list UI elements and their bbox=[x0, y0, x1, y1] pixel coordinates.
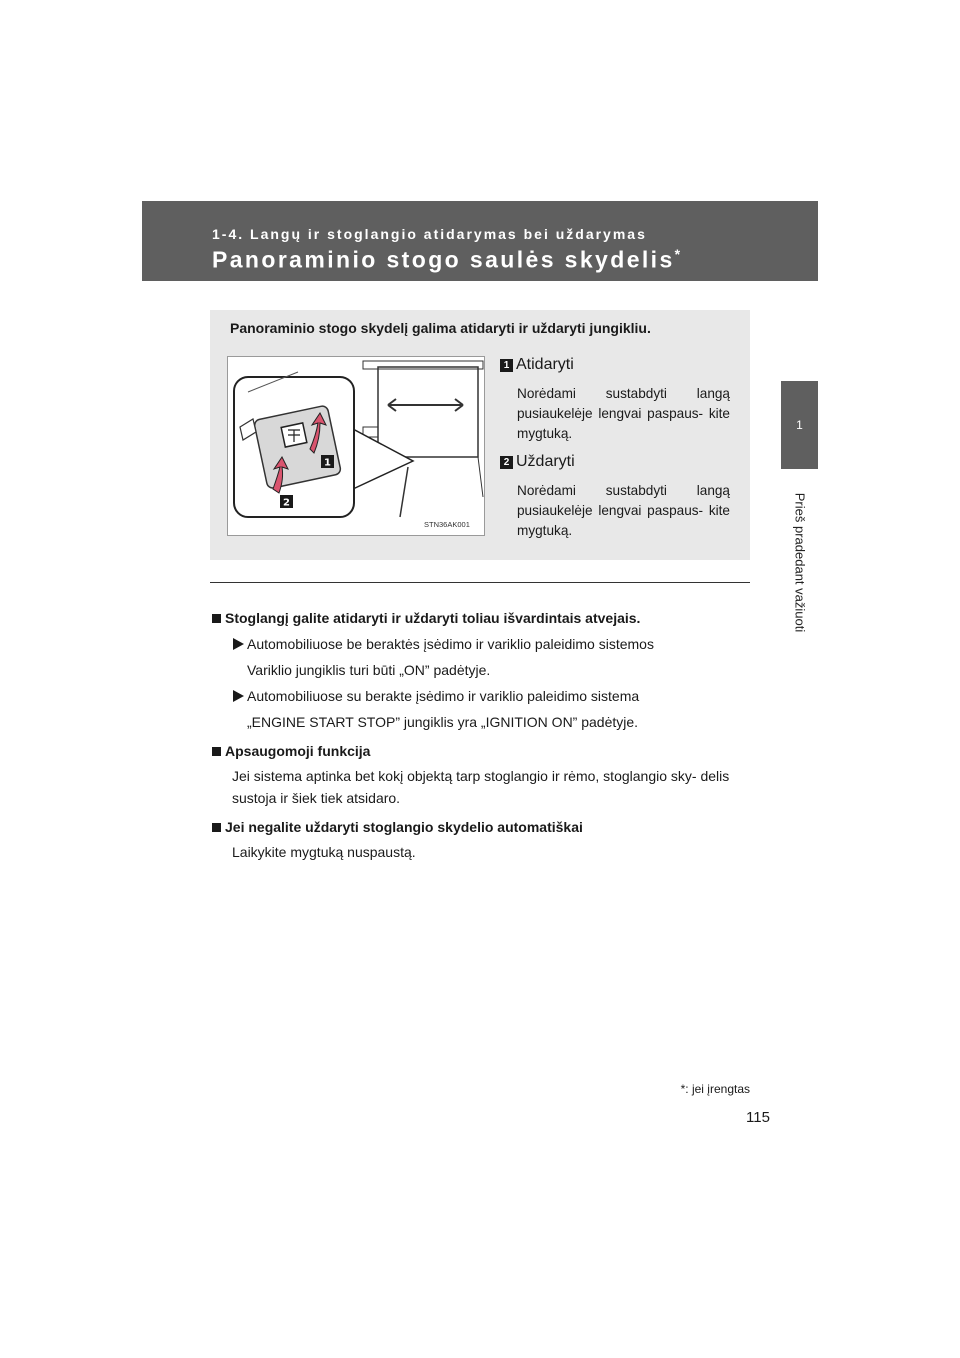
switch-illustration bbox=[227, 356, 485, 536]
info-box bbox=[210, 310, 750, 560]
bullet-text: „ENGINE START STOP” jungiklis yra „IGNITION ON” padėtyje. bbox=[247, 714, 639, 730]
heading-manual-close: Jei negalite uždaryti stoglangio skydelio automatiškai bbox=[212, 816, 752, 838]
body-content bbox=[212, 600, 752, 863]
protection-text: Jei sistema aptinka bet kokį objektą tarp stoglangio ir rėmo, stoglangio sky- delis sustoja ir šiek tiek atsidaro. bbox=[232, 768, 730, 806]
asterisk-icon: * bbox=[680, 1082, 686, 1096]
intro-text: Panoraminio stogo skydelį galima atidaryti ir uždaryti jungikliu. bbox=[230, 320, 651, 336]
divider bbox=[210, 582, 750, 583]
heading-conditions: Stoglangį galite atidaryti ir uždaryti toliau išvardintais atvejais. bbox=[212, 607, 752, 629]
manual-close-text: Laikykite mygtuką nuspaustą. bbox=[232, 844, 416, 860]
step-number: 2 bbox=[500, 456, 513, 469]
step-number: 1 bbox=[500, 359, 513, 372]
square-bullet-icon bbox=[212, 823, 221, 832]
footnote: *: jei įrengtas bbox=[680, 1082, 750, 1096]
bullet-text: Variklio jungiklis turi būti „ON” padėtyje. bbox=[247, 662, 491, 678]
triangle-bullet-icon bbox=[233, 690, 244, 702]
illus-label-2: 2 bbox=[283, 497, 290, 509]
section-title: 1-4. Langų ir stoglangio atidarymas bei uždarymas bbox=[212, 226, 647, 242]
step-open bbox=[500, 356, 740, 444]
page-header bbox=[142, 201, 818, 281]
page-title bbox=[212, 246, 680, 274]
bullet-with-smart-key: Automobiliuose su berakte įsėdimo ir variklio paleidimo sistema bbox=[233, 685, 752, 707]
switch-illustration-graphic bbox=[228, 357, 484, 535]
chapter-title: Prieš pradedant važiuoti bbox=[792, 492, 808, 633]
optional-mark: * bbox=[674, 246, 681, 262]
square-bullet-icon bbox=[212, 614, 221, 623]
step-description: Norėdami sustabdyti langą pusiaukelėje lengvai paspaus- kite mygtuką. bbox=[517, 386, 730, 441]
chapter-tab: 1 bbox=[781, 381, 818, 469]
step-label: Uždaryti bbox=[516, 453, 575, 470]
heading-protection: Apsaugomoji funkcija bbox=[212, 740, 752, 762]
step-description: Norėdami sustabdyti langą pusiaukelėje lengvai paspaus- kite mygtuką. bbox=[517, 483, 730, 538]
step-close bbox=[500, 453, 740, 541]
title-text: Panoraminio stogo saulės skydelis bbox=[212, 246, 675, 273]
step-label: Atidaryti bbox=[516, 356, 574, 373]
illustration-code: STN36AK001 bbox=[424, 520, 470, 529]
square-bullet-icon bbox=[212, 747, 221, 756]
page-number: 115 bbox=[746, 1109, 770, 1126]
triangle-bullet-icon bbox=[233, 638, 244, 650]
bullet-without-smart-key: Automobiliuose be beraktės įsėdimo ir variklio paleidimo sistemos bbox=[233, 633, 752, 655]
illus-label-1: 1 bbox=[324, 457, 331, 469]
